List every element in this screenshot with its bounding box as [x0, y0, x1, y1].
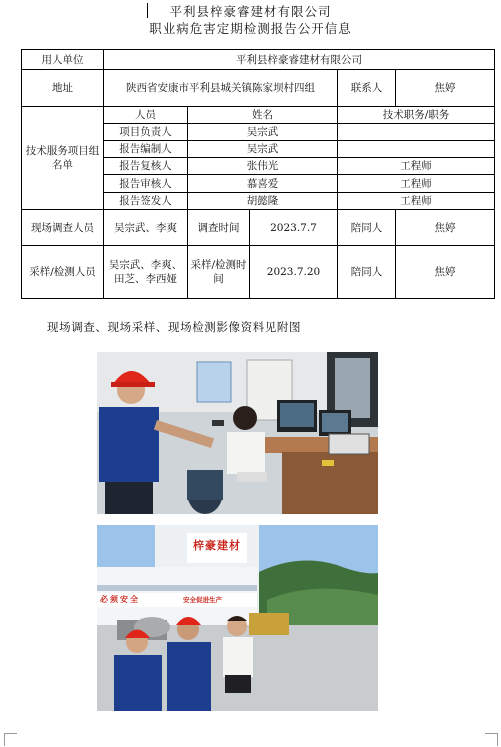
- address-value: 陕西省安康市平利县城关镇陈家坝村四组: [104, 70, 338, 106]
- col-name: 姓名: [188, 106, 338, 123]
- sampling-people: 吴宗武、李爽、田芝、李西娅: [104, 246, 188, 299]
- survey-label: 现场调查人员: [22, 209, 104, 245]
- team-duty: [338, 123, 495, 140]
- team-duty: 工程师: [338, 175, 495, 192]
- sampling-companion-label: 陪同人: [338, 246, 396, 299]
- address-label: 地址: [22, 70, 104, 106]
- team-duty: 工程师: [338, 192, 495, 209]
- sampling-time: 2023.7.20: [250, 246, 338, 299]
- survey-time-label: 调查时间: [188, 209, 250, 245]
- team-name: 吴宗武: [188, 141, 338, 158]
- employer-label: 用人单位: [22, 50, 104, 70]
- page-corner-mark: [4, 733, 17, 746]
- safety-banner-right: 安全促进生产: [183, 596, 222, 604]
- sampling-label: 采样/检测人员: [22, 246, 104, 299]
- safety-banner-left: 必须安全: [100, 595, 140, 604]
- contact-label: 联系人: [338, 70, 396, 106]
- survey-photo-art: [97, 352, 378, 514]
- survey-photo: [97, 352, 378, 514]
- col-person: 人员: [104, 106, 188, 123]
- team-role: 报告复核人: [104, 158, 188, 175]
- team-duty: 工程师: [338, 158, 495, 175]
- building-sign: 梓豪建材: [193, 539, 241, 552]
- survey-people: 吴宗武、李爽: [104, 209, 188, 245]
- team-role: 报告审核人: [104, 175, 188, 192]
- company-title: 平利县梓豪睿建材有限公司: [169, 4, 332, 19]
- team-role: 项目负责人: [104, 123, 188, 140]
- team-role: 报告编制人: [104, 141, 188, 158]
- team-name: 胡懿隆: [188, 192, 338, 209]
- sampling-companion: 焦婷: [396, 246, 495, 299]
- col-duty: 技术职务/职务: [338, 106, 495, 123]
- attachment-note: 现场调查、现场采样、现场检测影像资料见附图: [47, 320, 302, 334]
- report-subtitle: 职业病危害定期检测报告公开信息: [149, 21, 352, 36]
- team-name: 吴宗武: [188, 123, 338, 140]
- team-role: 报告签发人: [104, 192, 188, 209]
- team-name: 张伟光: [188, 158, 338, 175]
- survey-companion: 焦婷: [396, 209, 495, 245]
- group-photo: [97, 525, 378, 711]
- page-corner-mark: [485, 733, 498, 746]
- survey-companion-label: 陪同人: [338, 209, 396, 245]
- employer-value: 平利县梓豪睿建材有限公司: [104, 50, 495, 70]
- info-table: [21, 49, 495, 299]
- team-duty: [338, 141, 495, 158]
- team-label: 技术服务项目组名单: [22, 106, 104, 209]
- sampling-time-label: 采样/检测时间: [188, 246, 250, 299]
- survey-time: 2023.7.7: [250, 209, 338, 245]
- text-cursor: [147, 3, 148, 18]
- contact-value: 焦婷: [396, 70, 495, 106]
- team-name: 慕喜爱: [188, 175, 338, 192]
